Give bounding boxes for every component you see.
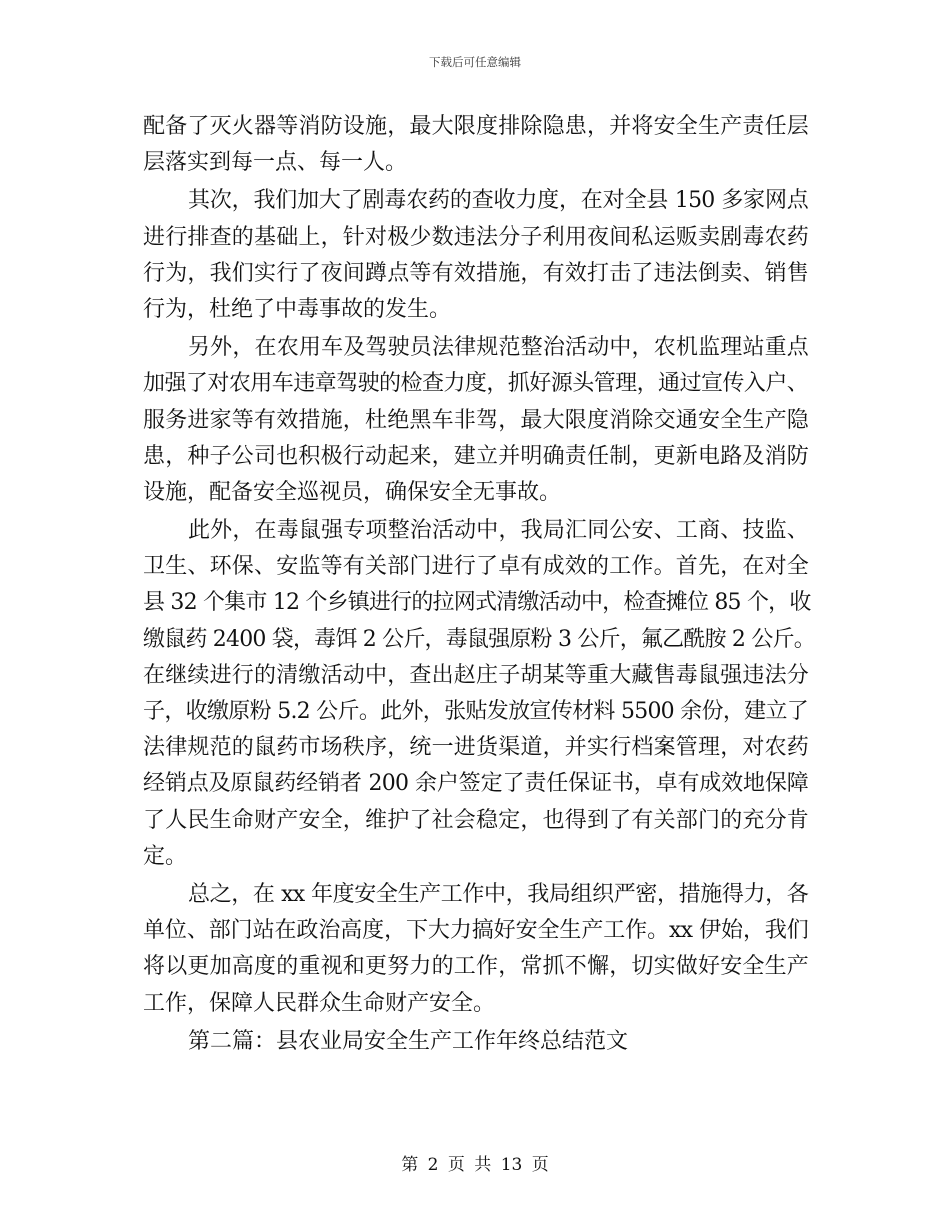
- text-line: 工作，保障人民群众生命财产安全。: [143, 990, 496, 1016]
- text-line: 了人民生命财产安全，维护了社会稳定，也得到了有关部门的充分肯: [143, 807, 808, 833]
- paragraph: [143, 183, 808, 328]
- text-line: 卫生、环保、安监等有关部门进行了卓有成效的工作。首先，在对全: [143, 554, 808, 580]
- text-line: 层落实到每一点、每一人。: [143, 150, 408, 176]
- text-line: 将以更加高度的重视和更努力的工作，常抓不懈，切实做好安全生产: [143, 954, 808, 980]
- section-heading: [143, 1024, 808, 1060]
- text-line: 配备了灭火器等消防设施，最大限度排除隐患，并将安全生产责任层: [143, 114, 808, 139]
- text-line: 行为，杜绝了中毒事故的发生。: [143, 296, 452, 322]
- paragraph: [143, 513, 815, 875]
- text-line: 子，收缴原粉 5.2 公斤。此外，张贴发放宣传材料 5500 余份，建立了: [143, 699, 808, 724]
- text-line: 服务进家等有效措施，杜绝黑车非驾，最大限度消除交通安全生产隐: [143, 407, 808, 433]
- page-number: 第 2 页 共 13 页: [401, 1155, 549, 1175]
- text-line: 行为，我们实行了夜间蹲点等有效措施，有效打击了违法倒卖、销售: [143, 260, 808, 286]
- text-line: 在继续进行的清缴活动中，查出赵庄子胡某等重大藏售毒鼠强违法分: [143, 662, 808, 688]
- paragraph: [143, 109, 808, 181]
- text-line: 单位、部门站在政治高度，下大力搞好安全生产工作。xx 伊始，我们: [143, 918, 808, 944]
- text-line: 县 32 个集市 12 个乡镇进行的拉网式清缴活动中，检查摊位 85 个，收: [143, 590, 811, 616]
- paragraph: [143, 330, 808, 511]
- text-line: 定。: [143, 843, 188, 869]
- text-line: 患，种子公司也积极行动起来，建立并明确责任制，更新电路及消防: [143, 443, 808, 469]
- text-line: 另外，在农用车及驾驶员法律规范整治活动中，农机监理站重点: [188, 335, 808, 361]
- text-line: 此外，在毒鼠强专项整治活动中，我局汇同公安、工商、技监、: [188, 518, 808, 544]
- text-line: 进行排查的基础上，针对极少数违法分子利用夜间私运贩卖剧毒农药: [143, 224, 808, 250]
- paragraph: [143, 877, 808, 1022]
- text-line: 其次，我们加大了剧毒农药的查收力度，在对全县 150 多家网点: [188, 188, 808, 214]
- text-line: 缴鼠药 2400 袋，毒饵 2 公斤，毒鼠强原粉 3 公斤，氟乙酰胺 2 公斤。: [143, 626, 815, 652]
- text-line: 总之，在 xx 年度安全生产工作中，我局组织严密，措施得力，各: [188, 881, 808, 907]
- page-header-note: 下载后可任意编辑: [429, 55, 521, 69]
- text-line: 法律规范的鼠药市场秩序，统一进货渠道，并实行档案管理，对农药: [143, 735, 808, 761]
- text-line: 加强了对农用车违章驾驶的检查力度，抓好源头管理，通过宣传入户、: [143, 371, 808, 397]
- text-line: 设施，配备安全巡视员，确保安全无事故。: [143, 479, 562, 505]
- section-heading-text: 第二篇：县农业局安全生产工作年终总结范文: [188, 1028, 629, 1054]
- document-body: [143, 109, 815, 1062]
- text-line: 经销点及原鼠药经销者 200 余户签定了责任保证书，卓有成效地保障: [143, 771, 808, 797]
